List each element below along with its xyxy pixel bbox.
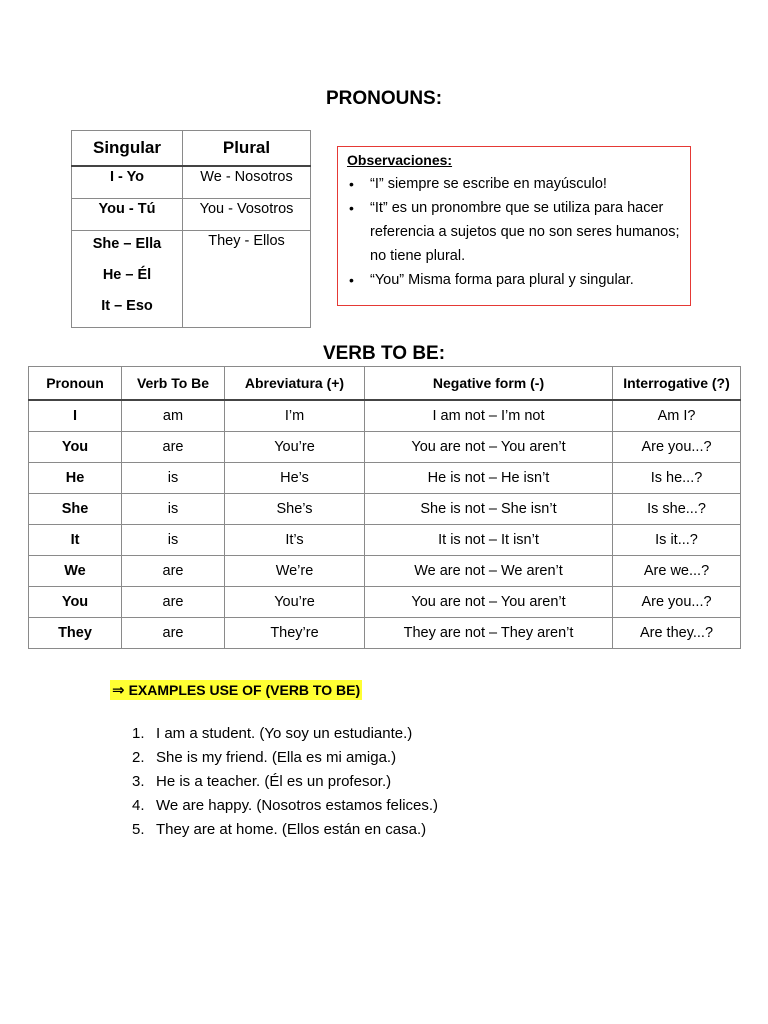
- observations-title: Observaciones:: [347, 152, 453, 168]
- example-text: She is my friend. (Ella es mi amiga.): [156, 749, 397, 766]
- abbreviation-cell: We’re: [225, 556, 365, 587]
- list-number: 2.: [132, 749, 145, 766]
- negative-header: Negative form (-): [365, 367, 613, 401]
- list-item: [132, 722, 438, 746]
- verb-cell: is: [122, 494, 225, 525]
- singular-cell: You - Tú: [72, 199, 183, 231]
- singular-pronoun: He – Él: [102, 267, 152, 283]
- example-text: He is a teacher. (Él es un profesor.): [156, 773, 392, 790]
- list-item: • “It” es un pronombre que se utiliza para hacer referencia a sujetos que no son seres humanos; no tiene plural.: [347, 196, 680, 268]
- table-row: [29, 463, 741, 494]
- negative-cell: You are not – You aren’t: [365, 432, 613, 463]
- abbreviation-cell: I’m: [225, 400, 365, 432]
- list-number: 4.: [132, 797, 145, 814]
- singular-header: Singular: [72, 131, 183, 167]
- negative-cell: He is not – He isn’t: [365, 463, 613, 494]
- verb-cell: are: [122, 432, 225, 463]
- table-row: [29, 525, 741, 556]
- list-item: [132, 746, 438, 770]
- right-double-arrow-icon: ⇒: [112, 682, 125, 699]
- interrogative-cell: Are you...?: [613, 587, 741, 618]
- list-item: • “I” siempre se escribe en mayúsculo!: [347, 172, 680, 196]
- pronoun-table-header-row: [72, 131, 311, 167]
- table-row: [29, 556, 741, 587]
- abbreviation-header: Abreviatura (+): [225, 367, 365, 401]
- verb-header: Verb To Be: [122, 367, 225, 401]
- negative-cell: It is not – It isn’t: [365, 525, 613, 556]
- pronoun-cell: You: [29, 432, 122, 463]
- pronoun-cell: We: [29, 556, 122, 587]
- verb-cell: are: [122, 556, 225, 587]
- example-text: We are happy. (Nosotros estamos felices.): [156, 797, 439, 814]
- interrogative-cell: Is it...?: [613, 525, 741, 556]
- pronoun-table: [71, 130, 311, 328]
- pronoun-cell: It: [29, 525, 122, 556]
- verb-table-body: [29, 400, 741, 649]
- plural-cell: We - Nosotros: [183, 166, 311, 199]
- pronoun-cell: He: [29, 463, 122, 494]
- table-row: [72, 231, 311, 328]
- singular-pronoun: She – Ella: [92, 236, 162, 252]
- examples-heading: [110, 680, 362, 700]
- observations-list: [347, 172, 680, 292]
- verb-cell: is: [122, 463, 225, 494]
- pronoun-cell: You: [29, 587, 122, 618]
- list-number: 3.: [132, 773, 145, 790]
- interrogative-cell: Is he...?: [613, 463, 741, 494]
- interrogative-header: Interrogative (?): [613, 367, 741, 401]
- plural-header: Plural: [183, 131, 311, 167]
- abbreviation-cell: She’s: [225, 494, 365, 525]
- example-text: I am a student. (Yo soy un estudiante.): [156, 725, 413, 742]
- abbreviation-cell: They’re: [225, 618, 365, 649]
- list-number: 1.: [132, 725, 145, 742]
- negative-cell: We are not – We aren’t: [365, 556, 613, 587]
- list-item: [132, 794, 438, 818]
- pronoun-cell: I: [29, 400, 122, 432]
- negative-cell: I am not – I’m not: [365, 400, 613, 432]
- table-row: [72, 166, 311, 199]
- example-text: They are at home. (Ellos están en casa.): [156, 821, 427, 838]
- list-item: [132, 770, 438, 794]
- pronoun-header: Pronoun: [29, 367, 122, 401]
- observations-box: [337, 146, 691, 306]
- verb-table-header-row: [29, 367, 741, 401]
- singular-cell: I - Yo: [72, 166, 183, 199]
- negative-cell: She is not – She isn’t: [365, 494, 613, 525]
- interrogative-cell: Are we...?: [613, 556, 741, 587]
- list-number: 5.: [132, 821, 145, 838]
- abbreviation-cell: You’re: [225, 432, 365, 463]
- table-row: [29, 432, 741, 463]
- negative-cell: They are not – They aren’t: [365, 618, 613, 649]
- singular-pronoun: It – Eso: [101, 298, 153, 314]
- verb-cell: is: [122, 525, 225, 556]
- list-item: [132, 818, 438, 842]
- list-item: • “You” Misma forma para plural y singular.: [347, 268, 680, 292]
- interrogative-cell: Am I?: [613, 400, 741, 432]
- abbreviation-cell: He’s: [225, 463, 365, 494]
- interrogative-cell: Is she...?: [613, 494, 741, 525]
- table-row: [29, 400, 741, 432]
- pronouns-title: PRONOUNS:: [325, 88, 443, 109]
- pronoun-cell: She: [29, 494, 122, 525]
- verb-cell: are: [122, 587, 225, 618]
- table-row: [29, 587, 741, 618]
- verb-cell: are: [122, 618, 225, 649]
- singular-cell: [72, 231, 183, 328]
- verb-cell: am: [122, 400, 225, 432]
- interrogative-cell: Are you...?: [613, 432, 741, 463]
- plural-cell: You - Vosotros: [183, 199, 311, 231]
- examples-heading-text: EXAMPLES USE OF (VERB TO BE): [128, 682, 361, 698]
- verb-to-be-title: VERB TO BE:: [322, 343, 446, 364]
- pronoun-cell: They: [29, 618, 122, 649]
- abbreviation-cell: You’re: [225, 587, 365, 618]
- plural-cell: They - Ellos: [183, 231, 311, 328]
- abbreviation-cell: It’s: [225, 525, 365, 556]
- verb-to-be-table: [28, 366, 741, 649]
- table-row: [72, 199, 311, 231]
- interrogative-cell: Are they...?: [613, 618, 741, 649]
- examples-list: [132, 722, 438, 842]
- table-row: [29, 618, 741, 649]
- negative-cell: You are not – You aren’t: [365, 587, 613, 618]
- table-row: [29, 494, 741, 525]
